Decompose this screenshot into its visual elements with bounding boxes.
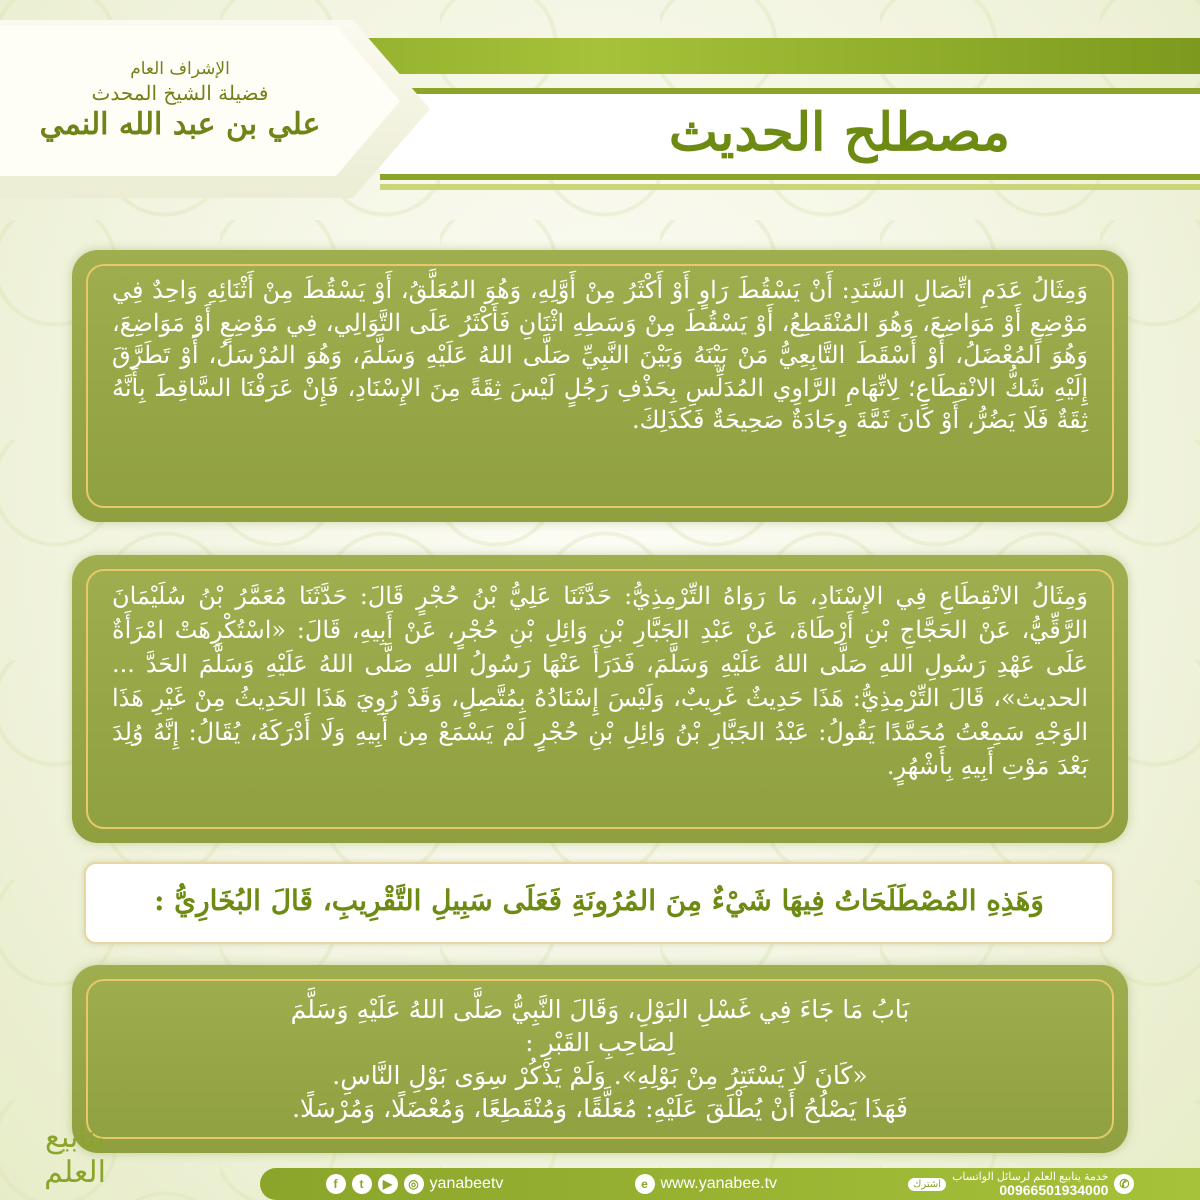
footer-bar: [260, 1168, 1200, 1200]
youtube-icon[interactable]: ▶: [378, 1174, 398, 1194]
card-text: [112, 993, 1088, 1125]
whatsapp-label: خدمة ينابيع العلم لرسائل الواتساب: [952, 1171, 1109, 1183]
content-card-2: [72, 555, 1128, 843]
sheikh-signature: [0, 58, 360, 144]
yanabee-logo: ينابيع العلم: [44, 1120, 106, 1190]
card-line: لِصَاحِبِ القَبْرِ :: [525, 1028, 675, 1057]
website-group: [635, 1174, 778, 1194]
website-link[interactable]: www.yanabee.tv: [660, 1175, 778, 1192]
quote-box: [84, 862, 1114, 944]
content-card-1: [72, 250, 1128, 522]
card-line: فَهَذَا يَصْلُحُ أَنْ يُطْلَقَ عَلَيْهِ: مُعَلَّقًا، وَمُنْقَطِعًا، وَمُعْضَلًا، وَمُرْسَلًا.: [292, 1094, 908, 1123]
title-bar: [380, 88, 1200, 180]
content-card-3: [72, 965, 1128, 1153]
sheikh-honorific: فضيلة الشيخ المحدث: [91, 81, 269, 105]
instagram-icon[interactable]: ◎: [404, 1174, 424, 1194]
twitter-icon[interactable]: t: [352, 1174, 372, 1194]
card-line: بَابُ مَا جَاءَ فِي غَسْلِ البَوْلِ، وَقَالَ النَّبِيُّ صَلَّى اللهُ عَلَيْهِ وَسَلَّمَ: [290, 995, 910, 1024]
card-text: وَمِثَالُ الانْقِطَاعِ فِي الإِسْنَادِ، مَا رَوَاهُ التِّرْمِذِيُّ: حَدَّثَنَا عَلِيُّ بْنُ حُجْرٍ قَالَ: حَدَّثَنَا مُعَمَّرُ بْنُ سُلَيْمَانَ الرَّقِّيُّ، عَنْ الحَجَّاجِ بْنِ أَرْطَاةَ، عَنْ عَبْدِ الجَبَّارِ بْنِ وَائِلِ بْنِ حُجْرٍ، عَنْ أَبِيهِ، قَالَ: «اسْتُكْرِهَتْ امْرَأَةٌ عَلَى عَهْدِ رَسُولِ اللهِ صَلَّى اللهُ عَلَيْهِ وَسَلَّمَ، فَدَرَأَ عَنْهَا رَسُولُ اللهِ صَلَّى اللهُ عَلَيْهِ وَسَلَّمَ الحَدَّ ... الحديث»، قَالَ التِّرْمِذِيُّ: هَذَا حَدِيثٌ غَرِيبٌ، وَلَيْسَ إِسْنَادُهُ بِمُتَّصِلٍ، وَقَدْ رُوِيَ هَذَا الحَدِيثُ مِنْ غَيْرِ هَذَا الوَجْهِ سَمِعْتُ مُحَمَّدًا يَقُولُ: عَبْدُ الجَبَّارِ بْنُ وَائِلِ بْنِ حُجْرٍ لَمْ يَسْمَعْ مِن أَبِيهِ وَلَا أَدْرَكَهُ، يُقَالُ: إِنَّهُ وُلِدَ بَعْدَ مَوْتِ أَبِيهِ بِأَشْهُرٍ.: [112, 582, 1089, 780]
sheikh-name: علي بن عبد الله النمي: [39, 107, 321, 142]
social-handle[interactable]: yanabeetv: [429, 1175, 504, 1192]
whatsapp-phone[interactable]: 00966501934000: [999, 1182, 1109, 1198]
whatsapp-icon[interactable]: ✆: [1114, 1174, 1134, 1194]
page-title: مصطلح الحديث: [668, 102, 1010, 163]
card-text: وَمِثَالُ عَدَمِ اتِّصَالِ السَّنَدِ: أَنْ يَسْقُطَ رَاوٍ أَوْ أَكْثَرُ مِنْ أَوَّلِهِ، وَهُوَ المُعَلَّقُ، أَوْ يَسْقُطَ مِنْ أَثْنَائِهِ وَاحِدٌ فِي مَوْضِعٍ أَوْ مَوَاضِعَ، وَهُوَ المُنْقَطِعُ، أَوْ يَسْقُطَ مِنْ وَسَطِهِ اثْنَانِ فَأَكْثَرُ عَلَى التَّوَالِي، فِي مَوْضِعٍ أَوْ مَوَاضِعَ، وَهُوَ المُعْضَلُ، أَوْ أَسْقَطَ التَّابِعِيُّ مَنْ بَيْنَهُ وَبَيْنَ النَّبِيِّ صَلَّى اللهُ عَلَيْهِ وَسَلَّمَ، وَهُوَ المُرْسَلُ، أَوْ تَطَرَّقَ إِلَيْهِ شَكُّ الانْقِطَاعِ؛ لِاتِّهَامِ الرَّاوِي المُدَلِّسِ بِحَذْفِ رَجُلٍ لَيْسَ ثِقَةً مِنَ الإِسْنَادِ، فَإِنْ عَرَفْنَا السَّاقِطَ بِأَنَّهُ ثِقَةٌ فَلَا يَضُرُّ، أَوْ كَانَ ثَمَّةَ وِجَادَةٌ صَحِيحَةٌ فَكَذَلِكَ.: [112, 276, 1088, 434]
whatsapp-group: [908, 1171, 1134, 1197]
web-icon: e: [635, 1174, 655, 1194]
social-group: [326, 1174, 504, 1194]
quote-text: وَهَذِهِ المُصْطَلَحَاتُ فِيهَا شَيْءٌ مِنَ المُرُونَةِ فَعَلَى سَبِيلِ التَّقْرِيبِ، قَالَ البُخَارِيُّ :: [154, 884, 1044, 917]
whatsapp-info: [952, 1171, 1108, 1197]
subscribe-badge[interactable]: اشترك: [908, 1178, 946, 1191]
supervision-label: الإشراف العام: [130, 59, 230, 79]
card-line: «كَانَ لَا يَسْتَتِرُ مِنْ بَوْلِهِ». وَلَمْ يَذْكُرْ سِوَى بَوْلِ النَّاسِ.: [332, 1061, 868, 1090]
facebook-icon[interactable]: f: [326, 1174, 346, 1194]
